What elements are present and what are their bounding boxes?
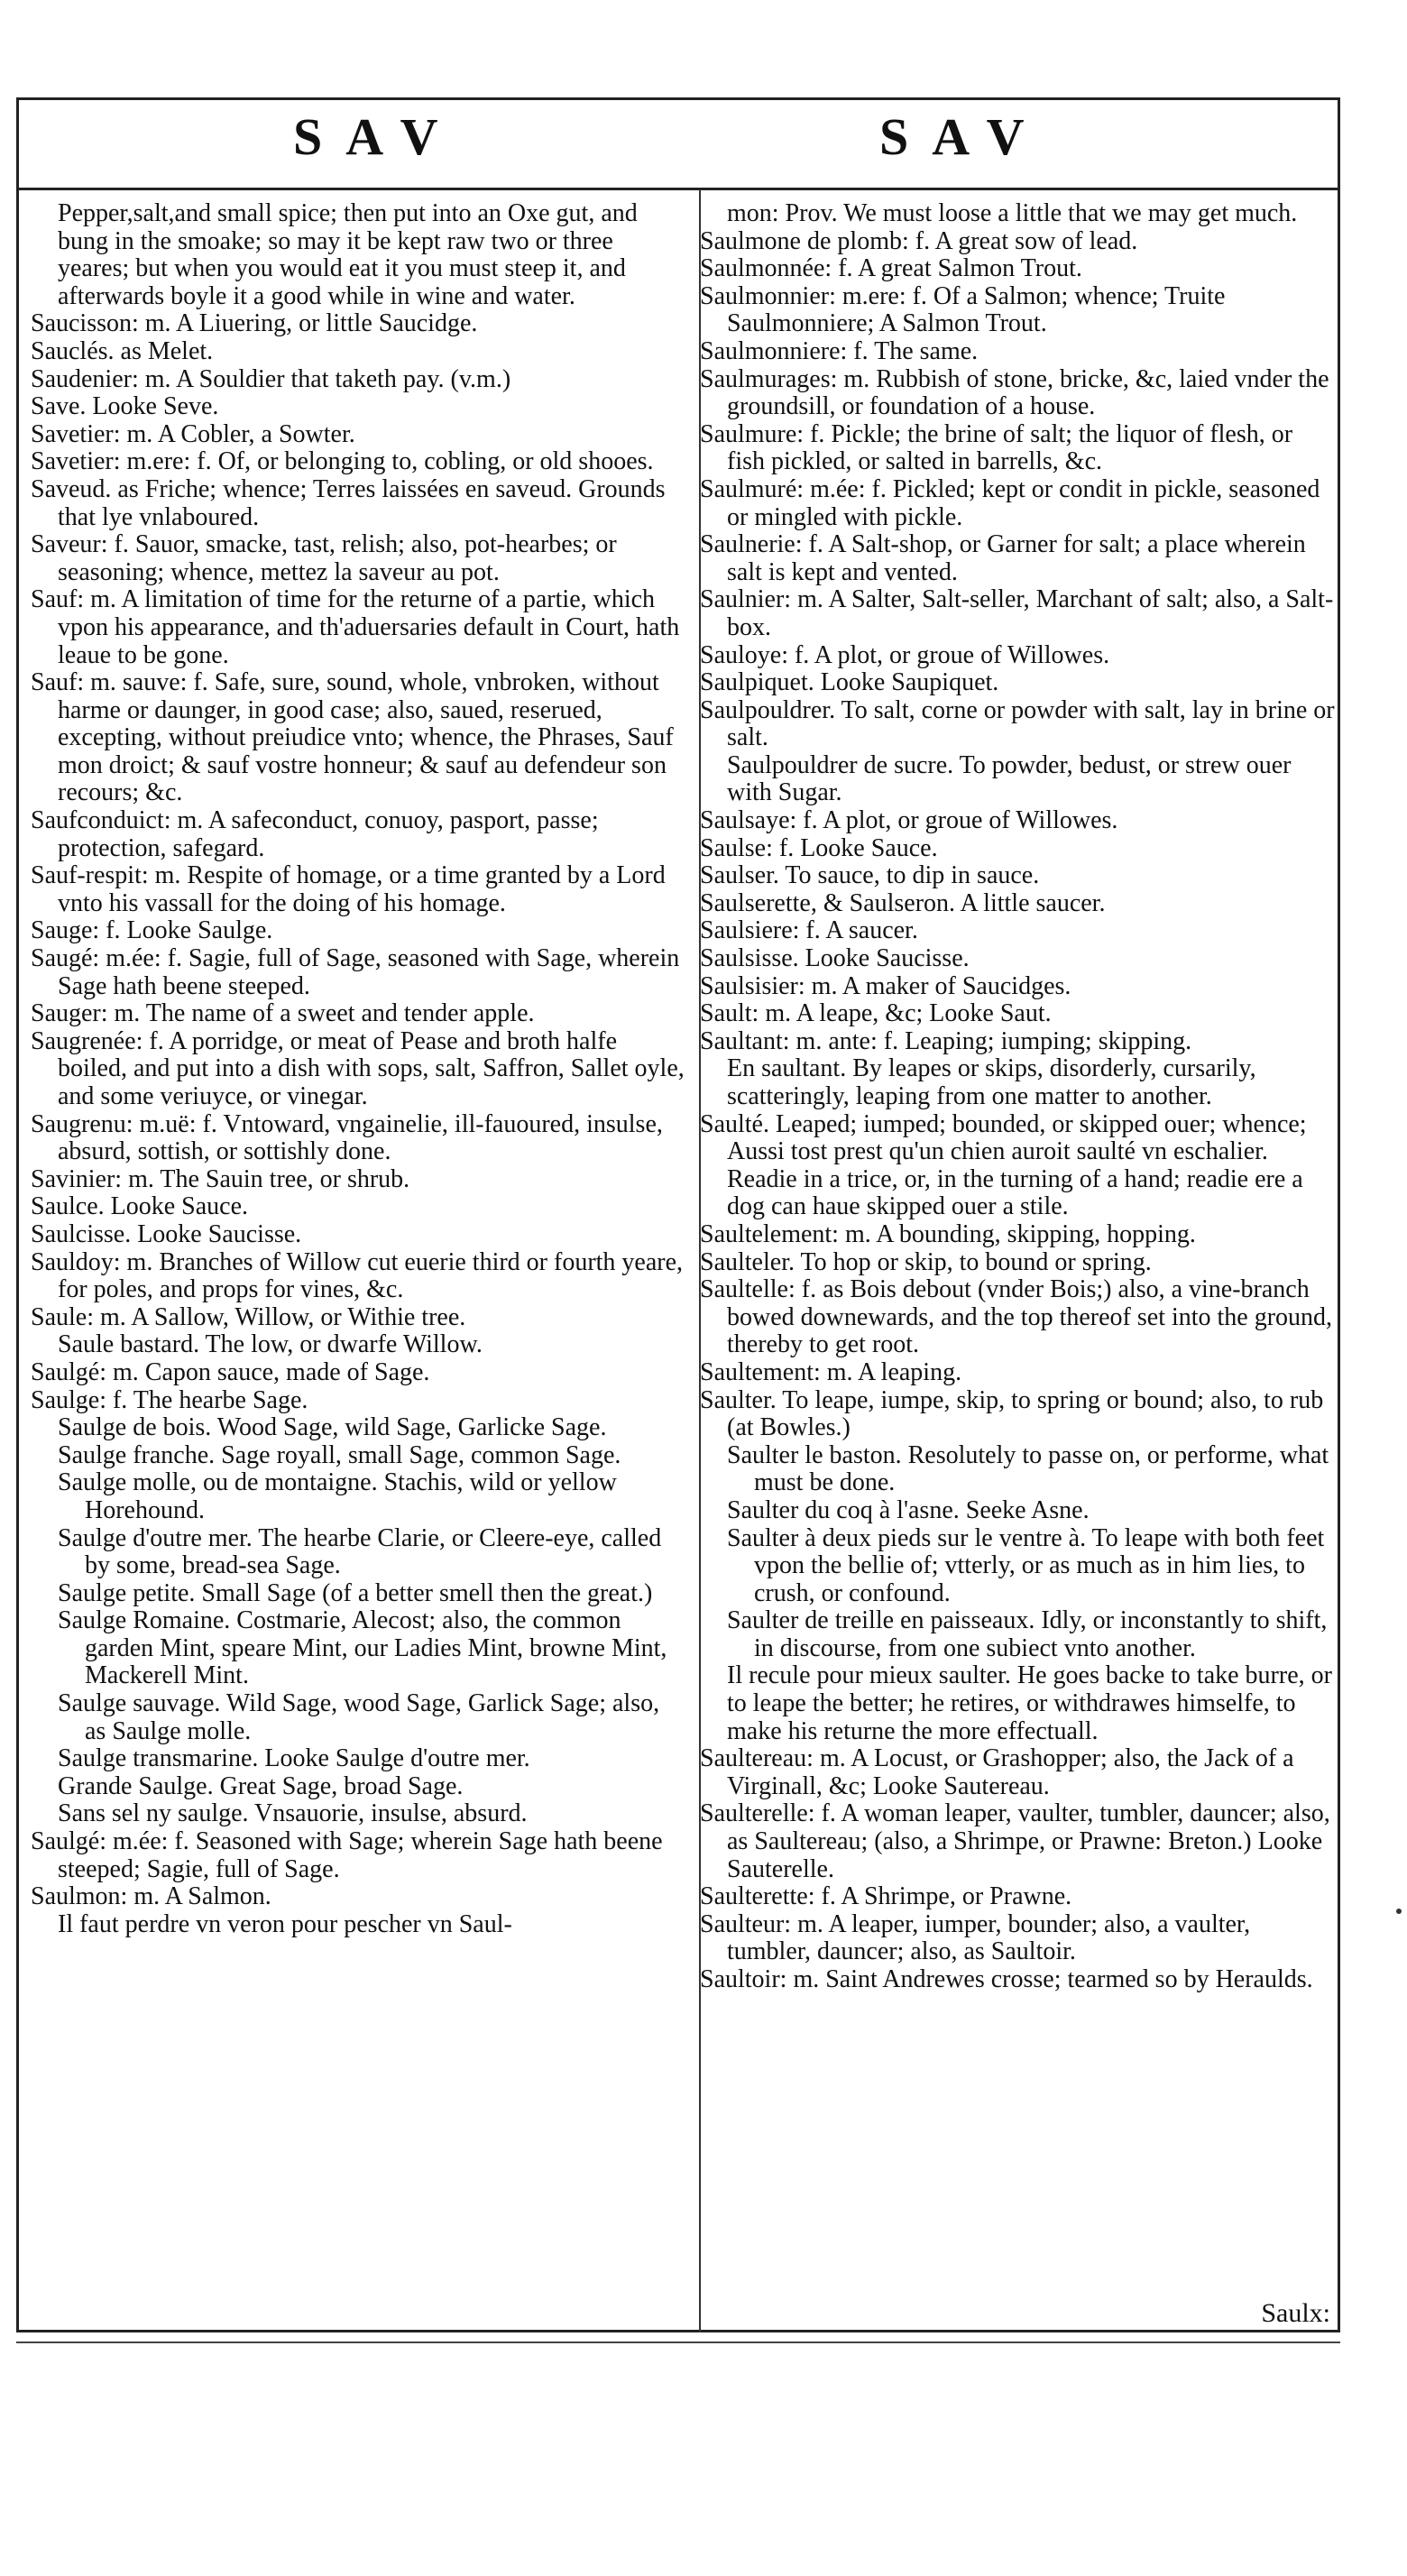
- dictionary-entry: Saveur: f. Sauor, smacke, tast, relish; also, pot-hearbes; or seasoning; whence, mettez la saveur au pot.: [31, 530, 617, 586]
- dictionary-entry: Saulge transmarine. Looke Saulge d'outre mer.: [58, 1744, 530, 1773]
- dictionary-entry: Saulmonnier: m.ere: f. Of a Salmon; whence; Truite Saulmonniere; A Salmon Trout.: [700, 281, 1226, 338]
- dictionary-entry: Aussi tost prest qu'un chien auroit saulté vn eschalier. Readie in a trice, or, in the turning of a hand; readie ere a dog can haue skipped ouer a stile.: [727, 1137, 1303, 1221]
- dictionary-entry: Saulce. Looke Sauce.: [31, 1192, 249, 1221]
- dictionary-entry: Saulser. To sauce, to dip in sauce.: [700, 861, 1040, 890]
- left-column: [31, 200, 685, 1938]
- dictionary-entry: Saugé: m.ée: f. Sagie, full of Sage, seasoned with Sage, wherein Sage hath beene steeped.: [31, 944, 680, 1000]
- dictionary-entry: Sauf: m. A limitation of time for the returne of a partie, which vpon his appearance, and th'aduersaries default in Court, hath leaue to be gone.: [31, 585, 680, 669]
- dictionary-entry: Saule: m. A Sallow, Willow, or Withie tree.: [31, 1302, 466, 1331]
- dictionary-entry: Saulge d'outre mer. The hearbe Clarie, or Cleere-eye, called by some, bread-sea Sage.: [58, 1523, 662, 1580]
- dictionary-entry: Saulterette: f. A Shrimpe, or Prawne.: [700, 1882, 1072, 1911]
- dictionary-entry: Saulge: f. The hearbe Sage.: [31, 1385, 308, 1414]
- dictionary-entry: Saultoir: m. Saint Andrewes crosse; tearmed so by Heraulds.: [700, 1965, 1313, 1993]
- dictionary-entry: Saulcisse. Looke Saucisse.: [31, 1219, 302, 1248]
- dictionary-entry: Saultant: m. ante: f. Leaping; iumping; skipping.: [700, 1026, 1192, 1055]
- dictionary-entry: Saultelement: m. A bounding, skipping, hopping.: [700, 1219, 1196, 1248]
- dictionary-entry: Saulpouldrer de sucre. To powder, bedust, or strew ouer with Sugar.: [727, 750, 1292, 807]
- dictionary-entry: Saulpiquet. Looke Saupiquet.: [700, 668, 999, 697]
- dictionary-entry: Saulnerie: f. A Salt-shop, or Garner for salt; a place wherein salt is kept and vented.: [700, 530, 1306, 586]
- dictionary-entry: Saultereau: m. A Locust, or Grashopper; also, the Jack of a Virginall, &c; Looke Sautereau.: [700, 1744, 1294, 1800]
- dictionary-entry: Saulmuré: m.ée: f. Pickled; kept or condit in pickle, seasoned or mingled with pickle.: [700, 474, 1320, 531]
- dictionary-entry: Saulgé: m. Capon sauce, made of Sage.: [31, 1357, 430, 1386]
- dictionary-entry: Sauger: m. The name of a sweet and tender apple.: [31, 999, 535, 1028]
- dictionary-entry: Saulteur: m. A leaper, iumper, bounder; also, a vaulter, tumbler, dauncer; also, as Saultoir.: [700, 1909, 1251, 1966]
- dictionary-entry: Saulge de bois. Wood Sage, wild Sage, Garlicke Sage.: [58, 1413, 607, 1442]
- dictionary-entry: Grande Saulge. Great Sage, broad Sage.: [58, 1771, 464, 1800]
- dictionary-entry: Saulmon: m. A Salmon.: [31, 1882, 271, 1911]
- dictionary-entry: Sauf: m. sauve: f. Safe, sure, sound, whole, vnbroken, without harme or daunger, in good case; also, saued, reserued, excepting, without preiudice vnto; whence, the Phrases, Sauf mon droict; & sauf vostre honneur; & sauf au defendeur son recours; &c.: [31, 668, 674, 807]
- dictionary-entry: Saultelle: f. as Bois debout (vnder Bois;) also, a vine-branch bowed downewards, and the top thereof set into the ground, thereby to get root.: [700, 1275, 1333, 1359]
- dictionary-entry: Saulmure: f. Pickle; the brine of salt; the liquor of flesh, or fish pickled, or salted in barrells, &c.: [700, 419, 1293, 476]
- dictionary-entry: Sauf-respit: m. Respite of homage, or a time granted by a Lord vnto his vassall for the doing of his homage.: [31, 861, 666, 917]
- dictionary-entry: Pepper,salt,and small spice; then put into an Oxe gut, and bung in the smoake; so may it be kept raw two or three yeares; but when you would eat it you must steep it, and afterwards boyle it a good while in wine and water.: [58, 199, 638, 310]
- dictionary-entry: Saulgé: m.ée: f. Seasoned with Sage; wherein Sage hath beene steeped; Sagie, full of Sage.: [31, 1827, 663, 1883]
- dictionary-entry: Saulter de treille en paisseaux. Idly, or inconstantly to shift, in discourse, from one subiect vnto another.: [727, 1606, 1328, 1662]
- dictionary-entry: Saulsiere: f. A saucer.: [700, 916, 918, 945]
- dictionary-entry: Saulge sauvage. Wild Sage, wood Sage, Garlick Sage; also, as Saulge molle.: [58, 1689, 660, 1745]
- dictionary-entry: Saulsisier: m. A maker of Saucidges.: [700, 971, 1071, 1000]
- dictionary-entry: Sauge: f. Looke Saulge.: [31, 916, 273, 945]
- dictionary-entry: Il recule pour mieux saulter. He goes backe to take burre, or to leape the better; he retires, or withdrawes himselfe, to make his returne the more effectuall.: [727, 1661, 1332, 1745]
- right-column: [700, 200, 1336, 1994]
- dictionary-entry: Saulse: f. Looke Sauce.: [700, 833, 938, 862]
- dictionary-entry: Saufconduict: m. A safeconduct, conuoy, pasport, passe; protection, safegard.: [31, 806, 599, 862]
- dictionary-entry: Saulge Romaine. Costmarie, Alecost; also, the common garden Mint, speare Mint, our Ladies Mint, browne Mint, Mackerell Mint.: [58, 1606, 667, 1690]
- dictionary-entry: Saugrenu: m.uë: f. Vntoward, vngainelie, ill-fauoured, insulse, absurd, sottish, or sottishly done.: [31, 1109, 663, 1166]
- dictionary-entry: Saulté. Leaped; iumped; bounded, or skipped ouer; whence;: [700, 1109, 1307, 1138]
- dictionary-entry: Saulserette, & Saulseron. A little saucer.: [700, 888, 1106, 917]
- dictionary-entry: Saulpouldrer. To salt, corne or powder with salt, lay in brine or salt.: [700, 695, 1335, 752]
- dictionary-entry: En saultant. By leapes or skips, disorderly, cursarily, scatteringly, leaping from one matter to another.: [727, 1054, 1256, 1110]
- dictionary-entry: Saulnier: m. A Salter, Salt-seller, Marchant of salt; also, a Salt-box.: [700, 585, 1334, 641]
- dictionary-entry: Save. Looke Seve.: [31, 392, 219, 421]
- running-head-right: SAV: [879, 107, 1048, 166]
- dictionary-entry: Sault: m. A leape, &c; Looke Saut.: [700, 999, 1052, 1028]
- dictionary-entry: Saulmonnée: f. A great Salmon Trout.: [700, 254, 1082, 283]
- dictionary-entry: Saulterelle: f. A woman leaper, vaulter, tumbler, dauncer; also, as Saultereau; (also, a Shrimpe, or Prawne: Breton.) Looke Sauterelle.: [700, 1799, 1330, 1883]
- dictionary-entry: Saulter du coq à l'asne. Seeke Asne.: [727, 1495, 1090, 1524]
- header-rule: [16, 188, 1340, 190]
- dictionary-entry: Saulge petite. Small Sage (of a better smell then the great.): [58, 1578, 653, 1607]
- footer-rule: [16, 2341, 1340, 2343]
- dictionary-entry: Saulter à deux pieds sur le ventre à. To leape with both feet vpon the bellie of; vtterly, or as much as in him lies, to crush, or confound.: [727, 1523, 1325, 1607]
- dictionary-entry: Saultement: m. A leaping.: [700, 1357, 962, 1386]
- dictionary-entry: Saulteler. To hop or skip, to bound or spring.: [700, 1247, 1152, 1276]
- dictionary-entry: Saucisson: m. A Liuering, or little Saucidge.: [31, 309, 478, 338]
- dictionary-entry: mon: Prov. We must loose a little that we may get much.: [727, 199, 1298, 227]
- dictionary-entry: Saveud. as Friche; whence; Terres laissées en saveud. Grounds that lye vnlaboured.: [31, 474, 666, 531]
- dictionary-entry: Saulge molle, ou de montaigne. Stachis, wild or yellow Horehound.: [58, 1468, 617, 1524]
- dictionary-entry: Il faut perdre vn veron pour pescher vn Saul-: [58, 1909, 512, 1938]
- dictionary-entry: Saulter le baston. Resolutely to passe on, or performe, what must be done.: [727, 1440, 1329, 1497]
- dictionary-entry: Sans sel ny saulge. Vnsauorie, insulse, absurd.: [58, 1799, 528, 1828]
- dictionary-entry: Sauloye: f. A plot, or groue of Willowes.: [700, 640, 1110, 669]
- dictionary-entry: Saulge franche. Sage royall, small Sage, common Sage.: [58, 1440, 621, 1469]
- dictionary-entry: Saulmone de plomb: f. A great sow of lead.: [700, 226, 1138, 255]
- dictionary-entry: Saugrenée: f. A porridge, or meat of Pease and broth halfe boiled, and put into a dish with sops, salt, Saffron, Sallet oyle, and some veriuyce, or vinegar.: [31, 1026, 685, 1110]
- dictionary-entry: Saulmurages: m. Rubbish of stone, bricke, &c, laied vnder the groundsill, or foundation of a house.: [700, 364, 1329, 421]
- dictionary-entry: Saulsisse. Looke Saucisse.: [700, 944, 970, 973]
- dictionary-entry: Saulter. To leape, iumpe, skip, to spring or bound; also, to rub (at Bowles.): [700, 1385, 1324, 1442]
- dictionary-entry: Sauclés. as Melet.: [31, 336, 214, 365]
- dictionary-entry: Savinier: m. The Sauin tree, or shrub.: [31, 1164, 410, 1193]
- dictionary-entry: Savetier: m. A Cobler, a Sowter.: [31, 419, 355, 448]
- dictionary-entry: Sauldoy: m. Branches of Willow cut euerie third or fourth yeare, for poles, and props for vines, &c.: [31, 1247, 684, 1304]
- dictionary-entry: Saulsaye: f. A plot, or groue of Willowes.: [700, 806, 1118, 835]
- dictionary-entry: Saule bastard. The low, or dwarfe Willow.: [58, 1330, 483, 1359]
- catchword: Saulx:: [1261, 2298, 1330, 2328]
- dictionary-entry: Saudenier: m. A Souldier that taketh pay. (v.m.): [31, 364, 511, 393]
- dictionary-entry: Saulmonniere: f. The same.: [700, 336, 979, 365]
- dictionary-entry: Savetier: m.ere: f. Of, or belonging to, cobling, or old shooes.: [31, 447, 654, 476]
- stray-mark: [1396, 1909, 1402, 1914]
- running-head-left: SAV: [293, 107, 462, 166]
